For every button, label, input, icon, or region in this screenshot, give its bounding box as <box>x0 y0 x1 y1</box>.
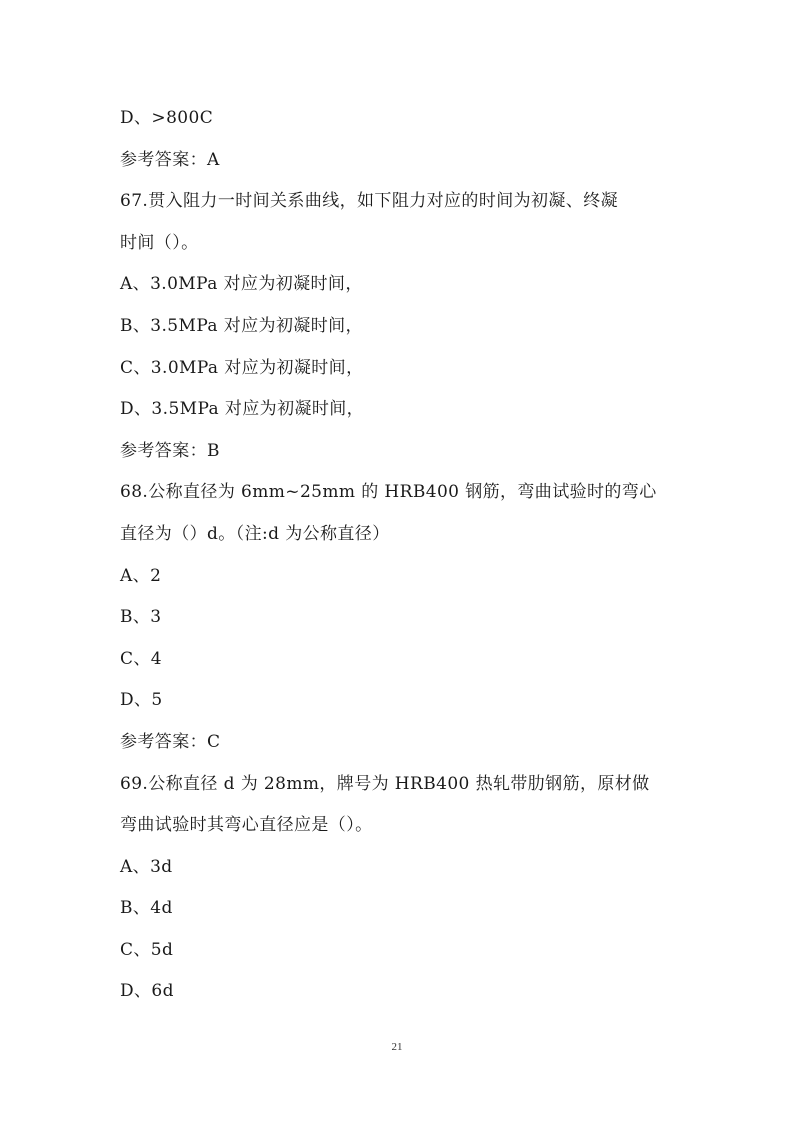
option-b-q69: B、4d <box>120 898 173 919</box>
question-68-line-1: 68.公称直径为 6mm~25mm 的 HRB400 钢筋，弯曲试验时的弯心 <box>120 482 657 503</box>
question-67-line-1: 67.贯入阻力一时间关系曲线，如下阻力对应的时间为初凝、终凝 <box>120 191 619 212</box>
option-a-q68: A、2 <box>120 565 162 586</box>
question-69-line-1: 69.公称直径 d 为 28mm，牌号为 HRB400 热轧带肋钢筋，原材做 <box>120 773 650 794</box>
option-a-q67: A、3.0MPa 对应为初凝时间， <box>120 274 363 295</box>
option-c-q67: C、3.0MPa 对应为初凝时间， <box>120 357 364 378</box>
option-a-q69: A、3d <box>120 856 173 877</box>
question-69-line-2: 弯曲试验时其弯心直径应是（）。 <box>120 815 373 836</box>
answer-q67: 参考答案：B <box>120 440 220 461</box>
option-b-q67: B、3.5MPa 对应为初凝时间， <box>120 315 363 336</box>
answer-q68: 参考答案：C <box>120 731 221 752</box>
option-c-q69: C、5d <box>120 939 174 960</box>
option-b-q68: B、3 <box>120 607 162 628</box>
option-d-q67: D、3.5MPa 对应为初凝时间， <box>120 399 365 420</box>
option-c-q68: C、4 <box>120 648 163 669</box>
option-d-q66: D、>800C <box>120 108 214 128</box>
answer-q66: 参考答案：A <box>120 149 220 170</box>
option-d-q69: D、6d <box>120 981 174 1002</box>
page-number: 21 <box>391 1041 403 1053</box>
page-content <box>120 98 680 1013</box>
question-67-line-2: 时间（）。 <box>120 232 199 253</box>
question-68-line-2: 直径为（）d。（注:d 为公称直径） <box>120 523 390 544</box>
option-d-q68: D、5 <box>120 690 163 711</box>
